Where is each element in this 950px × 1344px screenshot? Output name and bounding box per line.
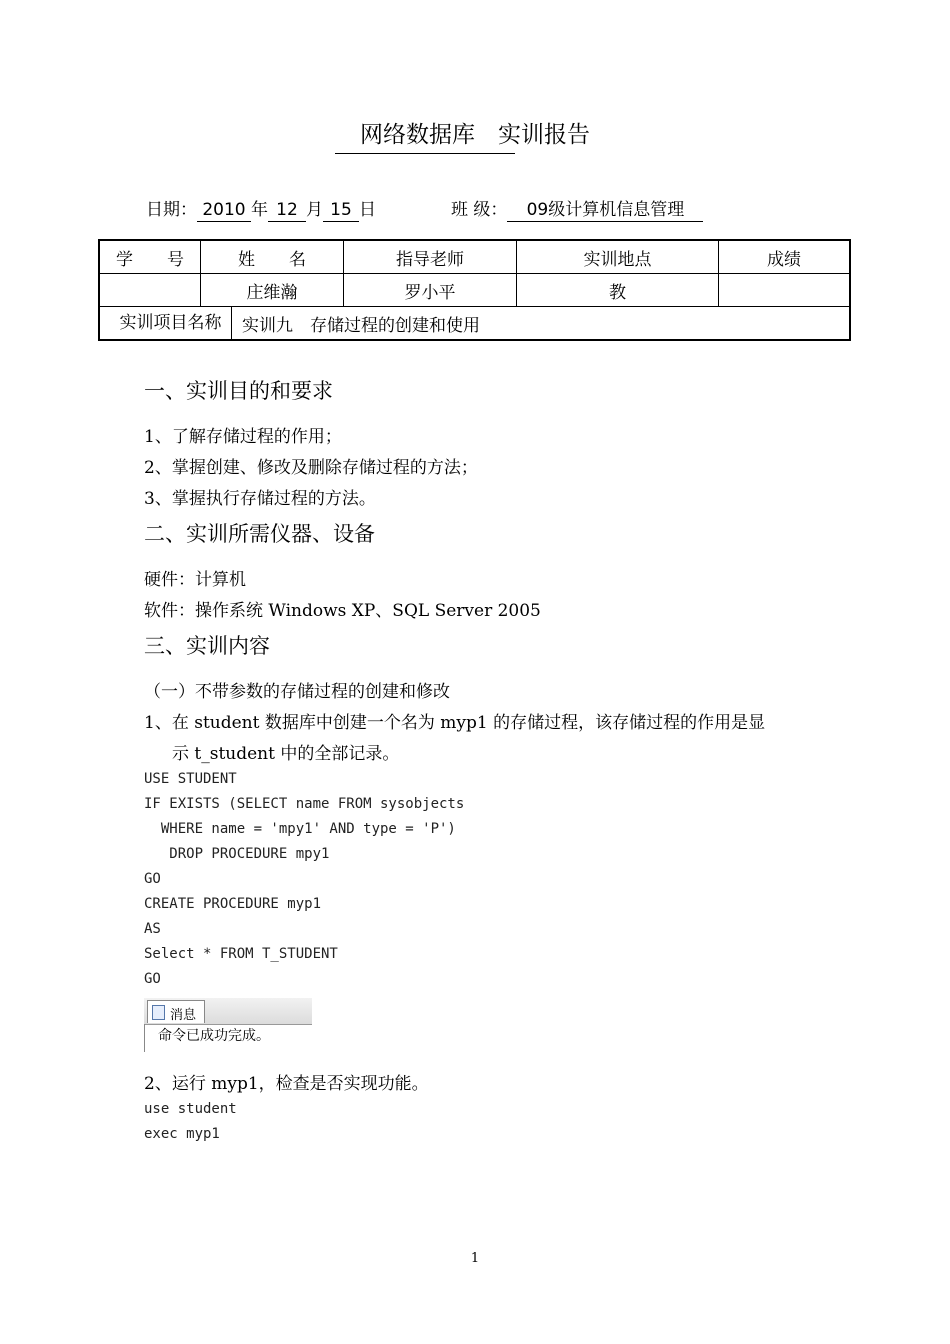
date-day-unit: 日 [359,200,376,220]
info-table [98,239,851,341]
date-day: 15 [323,200,359,222]
header-score: 成绩 [719,240,851,274]
subsection-title: （一）不带参数的存储过程的创建和修改 [144,682,450,702]
table-header-row [99,240,850,274]
date-label: 日期： [146,200,197,220]
header-student-id: 学 号 [99,240,201,274]
message-text: 命令已成功完成。 [158,1028,270,1044]
project-label: 实训项目名称 [100,307,232,339]
list-item: 软件：操作系统 Windows XP、SQL Server 2005 [144,601,541,621]
table-row [99,274,850,307]
messages-tab-label: 消息 [170,1008,197,1023]
section-1-title: 一、实训目的和要求 [144,379,333,403]
cell-location: 教 [517,274,719,307]
document-title: 网络数据库 实训报告 [360,122,590,148]
class-label: 班 级： [451,200,508,220]
code-line: exec myp1 [144,1126,220,1142]
list-item: 1、了解存储过程的作用； [144,427,342,447]
cell-student-id [99,274,201,307]
title-underline [335,153,515,154]
date-month: 12 [268,200,306,222]
code-line: WHERE name = 'mpy1' AND type = 'P') [144,821,456,837]
page-number: 1 [470,1251,480,1266]
header-location: 实训地点 [517,240,719,274]
code-line: IF EXISTS (SELECT name FROM sysobjects [144,796,465,812]
section-3-title: 三、实训内容 [144,634,270,658]
code-line: GO [144,971,161,987]
code-line: DROP PROCEDURE mpy1 [144,846,330,862]
header-name: 姓 名 [201,240,344,274]
message-icon [152,1005,165,1020]
project-value: 实训九 存储过程的创建和使用 [242,315,480,336]
step-1-text-cont: 示 t_student 中的全部记录。 [172,744,400,764]
messages-tab[interactable] [147,1000,205,1023]
code-line: AS [144,921,161,937]
list-item: 3、掌握执行存储过程的方法。 [144,489,376,509]
list-item: 2、掌握创建、修改及删除存储过程的方法； [144,458,478,478]
cell-advisor: 罗小平 [344,274,517,307]
list-item: 硬件：计算机 [144,570,246,590]
date-month-unit: 月 [306,200,323,220]
project-row [99,307,850,341]
step-1-text: 1、在 student 数据库中创建一个名为 myp1 的存储过程，该存储过程的作用是显 [144,713,766,733]
date-line [146,195,376,222]
code-line: USE STUDENT [144,771,237,787]
step-2-text: 2、运行 myp1，检查是否实现功能。 [144,1074,429,1094]
cell-score [719,274,851,307]
code-line: GO [144,871,161,887]
date-year: 2010 [197,200,251,222]
class-value: 09级计算机信息管理 [507,195,703,222]
code-line: Select * FROM T_STUDENT [144,946,338,962]
code-line: use student [144,1101,237,1117]
class-line [451,195,703,222]
section-2-title: 二、实训所需仪器、设备 [144,522,375,546]
code-line: CREATE PROCEDURE myp1 [144,896,322,912]
date-year-unit: 年 [251,200,268,220]
header-advisor: 指导老师 [344,240,517,274]
cell-name: 庄维瀚 [201,274,344,307]
